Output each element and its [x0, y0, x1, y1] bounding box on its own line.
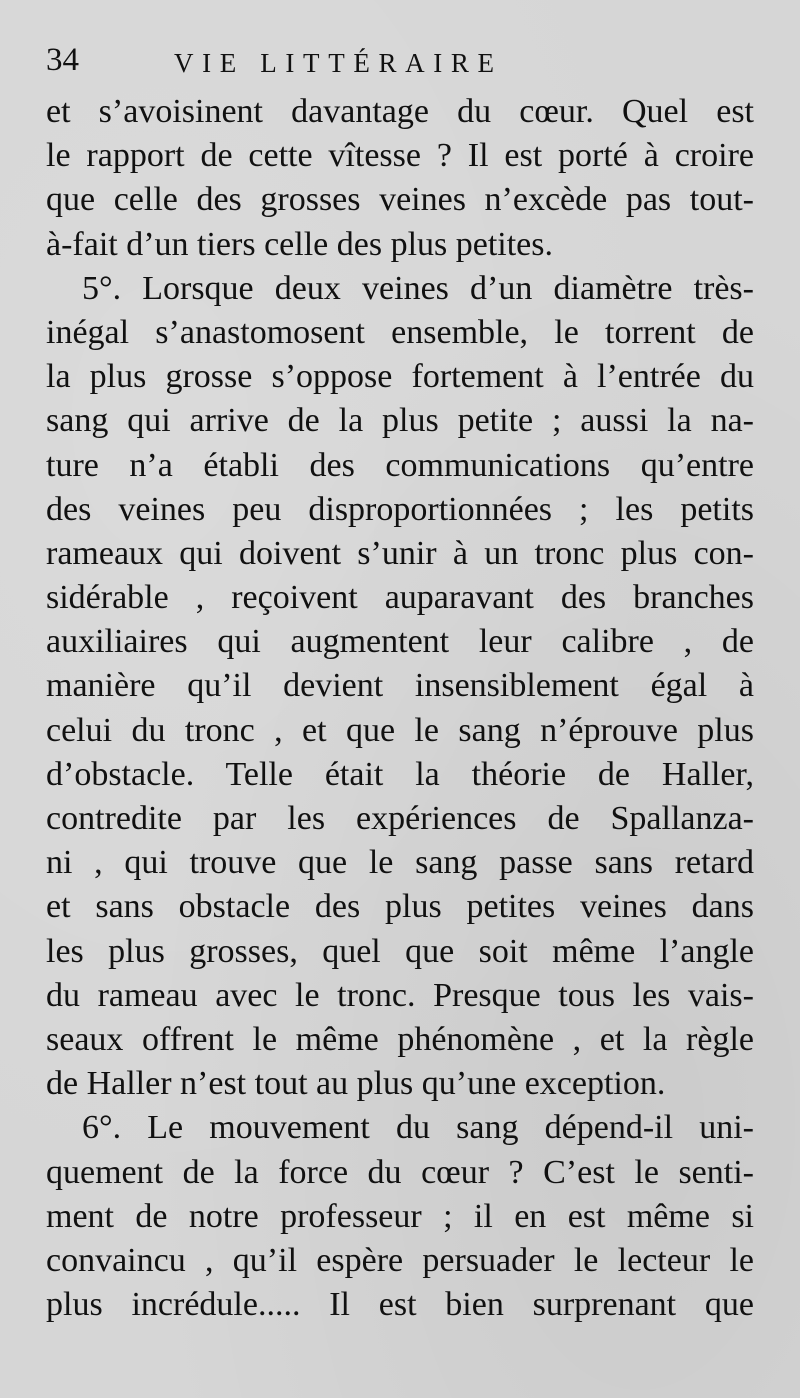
text-line: ni , qui trouve que le sang passe sans retard [46, 844, 754, 882]
text-line: la plus grosse s’oppose fortement à l’entrée du [46, 358, 754, 396]
body-text [46, 90, 754, 1327]
book-page [46, 40, 754, 1380]
text-line: convaincu , qu’il espère persuader le lecteur le [46, 1241, 754, 1279]
running-title: VIE LITTÉRAIRE [174, 48, 503, 78]
text-line: sidérable , reçoivent auparavant des branches [46, 579, 754, 617]
text-line: ture n’a établi des communications qu’entre [46, 446, 754, 484]
text-line: et s’avoisinent davantage du cœur. Quel est [46, 93, 754, 130]
text-line: plus incrédule..... Il est bien surprenant que [46, 1286, 754, 1324]
text-line: le rapport de cette vîtesse ? Il est porté à croire [46, 137, 754, 175]
text-line: que celle des grosses veines n’excède pas tout- [46, 181, 754, 219]
text-line: sang qui arrive de la plus petite ; aussi la na- [46, 402, 754, 440]
text-line: rameaux qui doivent s’unir à un tronc plus con- [46, 534, 754, 572]
text-line: celui du tronc , et que le sang n’éprouve plus [46, 711, 754, 749]
text-line: quement de la force du cœur ? C’est le senti- [46, 1153, 754, 1191]
text-line: manière qu’il devient insensiblement égal à [46, 667, 754, 705]
text-line: d’obstacle. Telle était la théorie de Haller, [46, 755, 754, 793]
running-head [46, 40, 754, 88]
text-line: des veines peu disproportionnées ; les petits [46, 490, 754, 528]
text-line: seaux offrent le même phénomène , et la règle [46, 1020, 754, 1058]
page-number: 34 [46, 42, 79, 78]
text-line: contredite par les expériences de Spallanza- [46, 800, 754, 837]
text-line: et sans obstacle des plus petites veines dans [46, 888, 754, 926]
text-line: à-fait d’un tiers celle des plus petites. [46, 225, 553, 263]
text-line: du rameau avec le tronc. Presque tous les vais- [46, 976, 754, 1014]
text-line: 6°. Le mouvement du sang dépend-il uni- [82, 1109, 754, 1147]
text-line: de Haller n’est tout au plus qu’une exception. [46, 1065, 666, 1103]
text-line: inégal s’anastomosent ensemble, le torrent de [46, 313, 754, 351]
text-line: 5°. Lorsque deux veines d’un diamètre très- [82, 269, 754, 307]
text-line: les plus grosses, quel que soit même l’angle [46, 932, 754, 970]
text-line: ment de notre professeur ; il en est même si [46, 1197, 754, 1235]
text-line: auxiliaires qui augmentent leur calibre , de [46, 623, 754, 661]
